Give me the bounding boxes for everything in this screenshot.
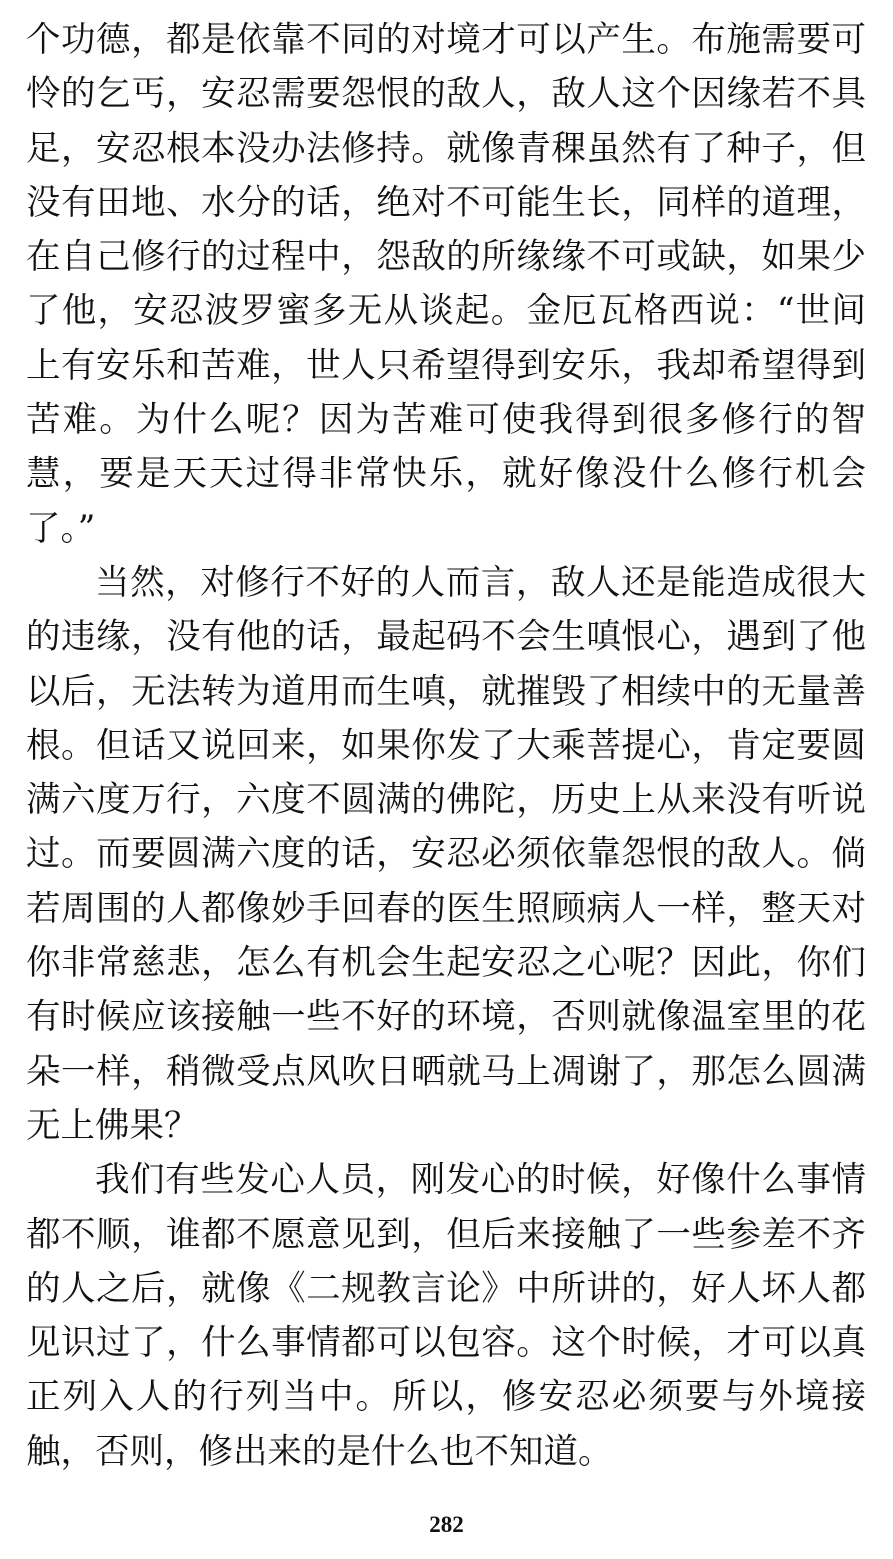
body-text <box>26 13 866 1479</box>
paragraph-continued: 个功德，都是依靠不同的对境才可以产生。布施需要可怜的乞丐，安忍需要怨恨的敌人，敌人这个因缘若不具足，安忍根本没办法修持。就像青稞虽然有了种子，但没有田地、水分的话，绝对不可能生长，同样的道理，在自己修行的过程中，怨敌的所缘缘不可或缺，如果少了他，安忍波罗蜜多无从谈起。金厄瓦格西说：“世间上有安乐和苦难，世人只希望得到安乐，我却希望得到苦难。为什么呢？因为苦难可使我得到很多修行的智慧，要是天天过得非常快乐，就好像没什么修行机会了。” <box>26 20 866 549</box>
page-number: 282 <box>429 1512 464 1537</box>
paragraph-enemy-obstacle: 当然，对修行不好的人而言，敌人还是能造成很大的违缘，没有他的话，最起码不会生嗔恨心，遇到了他以后，无法转为道用而生嗔，就摧毁了相续中的无量善根。但话又说回来，如果你发了大乘菩提心，肯定要圆满六度万行，六度不圆满的佛陀，历史上从来没有听说过。而要圆满六度的话，安忍必须依靠怨恨的敌人。倘若周围的人都像妙手回春的医生照顾病人一样，整天对你非常慈悲，怎么有机会生起安忍之心呢？因此，你们有时候应该接触一些不好的环境，否则就像温室里的花朵一样，稍微受点风吹日晒就马上凋谢了，那怎么圆满无上佛果？ <box>26 562 866 1146</box>
paragraph-volunteers: 我们有些发心人员，刚发心的时候，好像什么事情都不顺，谁都不愿意见到，但后来接触了一些参差不齐的人之后，就像《二规教言论》中所讲的，好人坏人都见识过了，什么事情都可以包容。这个时候，才可以真正列入人的行列当中。所以，修安忍必须要与外境接触，否则，修出来的是什么也不知道。 <box>26 1160 866 1472</box>
